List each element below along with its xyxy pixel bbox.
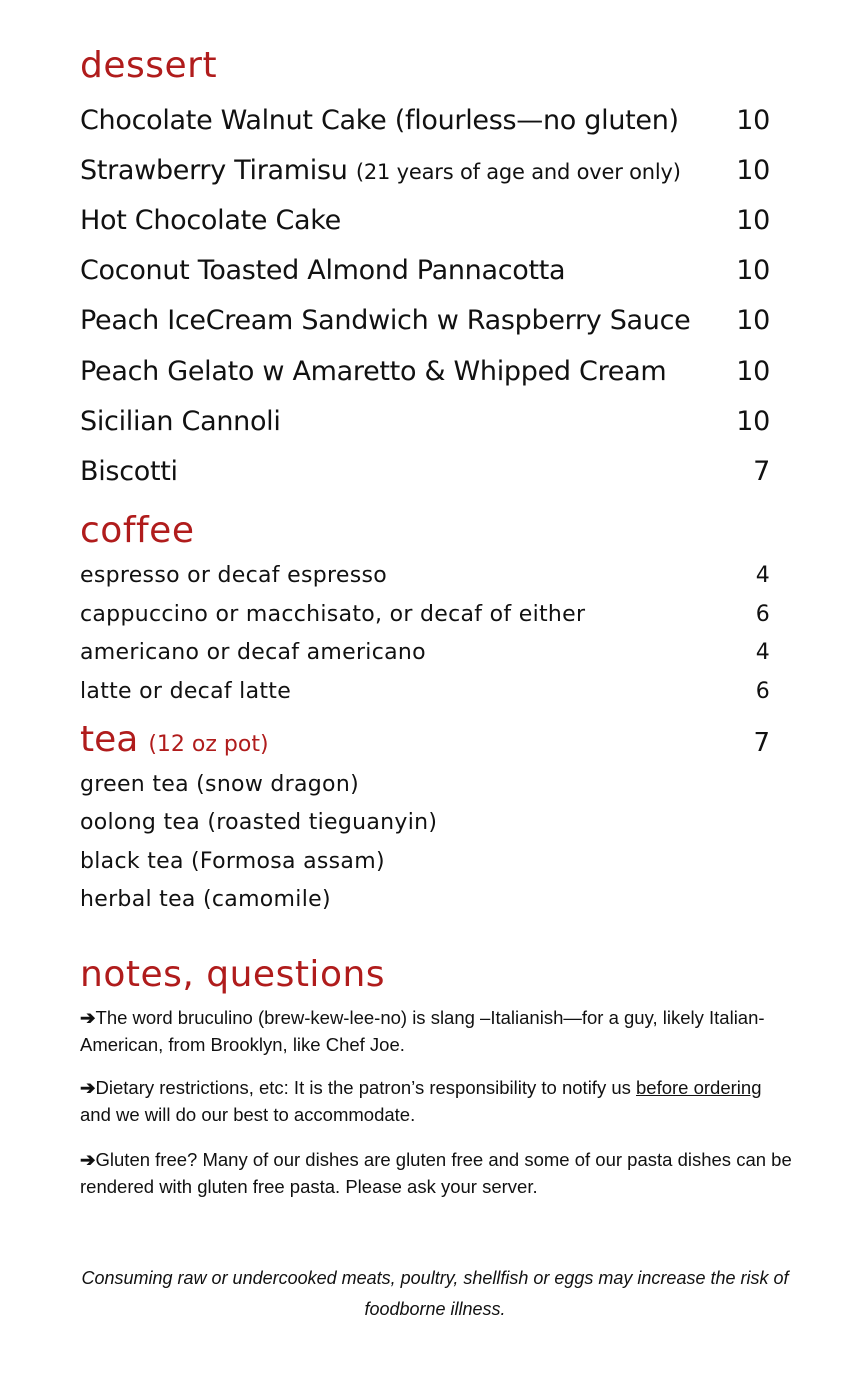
dessert-item	[80, 304, 770, 338]
dessert-item-price: 10	[736, 155, 770, 186]
coffee-item	[80, 639, 770, 667]
coffee-item-price: 4	[755, 640, 770, 665]
dessert-item	[80, 355, 770, 389]
dessert-item-name: Biscotti	[80, 456, 178, 487]
food-safety-disclaimer: Consuming raw or undercooked meats, poultry, shellfish or eggs may increase the risk of foodborne illness.	[81, 1268, 789, 1319]
note-gluten-free	[80, 1146, 792, 1200]
dessert-item-name: Chocolate Walnut Cake (flourless—no gluten)	[80, 105, 679, 136]
note-text: and we will do our best to accommodate.	[80, 1104, 416, 1125]
coffee-item	[80, 601, 770, 629]
dessert-item	[80, 154, 770, 189]
tea-heading: tea	[80, 719, 139, 760]
arrow-right-icon: ➔	[80, 1149, 96, 1170]
tea-item: black tea (Formosa assam)	[80, 849, 385, 874]
dessert-item-name: Sicilian Cannoli	[80, 406, 281, 437]
dessert-item-name: Hot Chocolate Cake	[80, 205, 341, 236]
dessert-item	[80, 254, 770, 288]
note-text: The word bruculino (brew-kew-lee-no) is slang –Italianish—for a guy, likely Italian-American, from Brooklyn, like Chef Joe.	[80, 1007, 765, 1055]
arrow-right-icon: ➔	[80, 1077, 96, 1098]
dessert-item-price: 10	[736, 205, 770, 236]
tea-header	[80, 720, 770, 760]
dessert-item-name-wrap	[80, 154, 681, 189]
coffee-item-name: espresso or decaf espresso	[80, 563, 387, 588]
coffee-item	[80, 678, 770, 706]
dessert-item-name: Peach Gelato w Amaretto & Whipped Cream	[80, 356, 667, 387]
note-underlined-text: before ordering	[636, 1077, 762, 1098]
tea-heading-wrap	[80, 720, 269, 760]
dessert-item-price: 10	[736, 255, 770, 286]
note-text: Dietary restrictions, etc: It is the patron’s responsibility to notify us	[95, 1077, 637, 1098]
coffee-item-name: americano or decaf americano	[80, 640, 426, 665]
coffee-item-price: 4	[755, 563, 770, 588]
note-text: Gluten free? Many of our dishes are gluten free and some of our pasta dishes can be rendered with gluten free pasta. Please ask your server.	[80, 1149, 792, 1197]
tea-item: herbal tea (camomile)	[80, 887, 331, 912]
coffee-item-price: 6	[755, 602, 770, 627]
dessert-item	[80, 405, 770, 439]
coffee-item	[80, 562, 770, 590]
dessert-item-price: 7	[753, 456, 770, 487]
dessert-item-name: Coconut Toasted Almond Pannacotta	[80, 255, 566, 286]
dessert-item-price: 10	[736, 105, 770, 136]
tea-subtitle: (12 oz pot)	[148, 732, 269, 757]
dessert-item-price: 10	[736, 305, 770, 336]
tea-price: 7	[753, 728, 770, 758]
dessert-item-price: 10	[736, 406, 770, 437]
tea-item: green tea (snow dragon)	[80, 772, 359, 797]
coffee-item-price: 6	[755, 679, 770, 704]
arrow-right-icon: ➔	[80, 1007, 96, 1028]
coffee-heading: coffee	[80, 510, 195, 551]
dessert-item-name: Peach IceCream Sandwich w Raspberry Sauce	[80, 305, 691, 336]
note-dietary	[80, 1074, 792, 1128]
dessert-item	[80, 104, 770, 138]
coffee-item-name: latte or decaf latte	[80, 679, 292, 704]
tea-item: oolong tea (roasted tieguanyin)	[80, 810, 438, 835]
dessert-item-note: (21 years of age and over only)	[355, 160, 681, 184]
dessert-item-name: Strawberry Tiramisu	[80, 155, 348, 186]
dessert-heading: dessert	[80, 45, 218, 86]
notes-heading: notes, questions	[80, 954, 386, 995]
dessert-item	[80, 455, 770, 489]
dessert-item-price: 10	[736, 356, 770, 387]
dessert-item	[80, 204, 770, 238]
coffee-item-name: cappuccino or macchisato, or decaf of either	[80, 602, 586, 627]
note-bruculino	[80, 1004, 792, 1058]
